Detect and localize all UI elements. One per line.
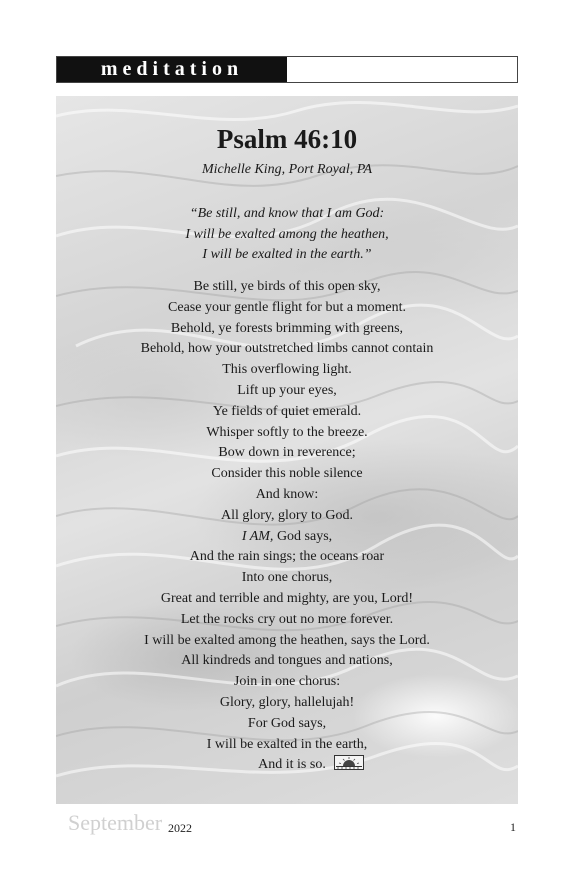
poem-line: Into one chorus, [241,570,333,586]
poem-line: Behold, how your outstretched limbs cannot contain [140,341,434,357]
iam-italic: I AM, [241,528,274,544]
poem-line: I will be exalted in the earth, [206,736,368,752]
poem-line: Ye fields of quiet emerald. [212,403,362,419]
poem-line: Glory, glory, hallelujah! [219,694,355,710]
poem-line: Join in one chorus: [233,674,341,690]
section-header [56,56,518,83]
sunrise-icon [334,755,364,770]
page-number: 1 [510,820,516,834]
poem-line: Lift up your eyes, [237,382,337,398]
poem-line-iam [56,527,518,548]
poem-title: Psalm 46:10 [216,124,358,154]
epigraph-line: I will be exalted in the earth.” [202,247,372,262]
section-label: meditation [57,57,287,82]
poem-line: Cease your gentle flight for but a moment. [168,299,406,315]
poem-line: Let the rocks cry out no more forever. [180,611,394,627]
poem-line: All kindreds and tongues and nations, [181,653,393,669]
poem-epigraph [56,204,518,266]
footer-month: September [68,810,163,835]
epigraph-line: I will be exalted among the heathen, [185,226,389,242]
poem-line: This overflowing light. [222,362,352,378]
poem-line: For God says, [247,715,327,731]
poem-panel [56,96,518,804]
poem-last-line [80,755,518,776]
iam-rest: God says, [273,528,333,544]
footer-year: 2022 [168,821,192,835]
poem-line: All glory, glory to God. [220,507,354,523]
poem-line: Great and terrible and mighty, are you, Lord! [160,590,414,606]
last-line-text: And it is so. [258,757,326,773]
poem-line: Bow down in reverence; [218,445,356,461]
epigraph-line: “Be still, and know that I am God: [189,206,385,221]
poem-line: Behold, ye forests brimming with greens, [170,320,404,336]
poem-line: I will be exalted among the heathen, says the Lord. [144,632,430,648]
poem-line: Whisper softly to the breeze. [206,424,368,440]
poem-line: Consider this noble silence [211,466,363,482]
poem-line: Be still, ye birds of this open sky, [193,279,381,294]
poem-line: And the rain sings; the oceans roar [189,549,385,565]
poem-byline: Michelle King, Port Royal, PA [201,162,373,177]
poem-line: And know: [255,486,319,502]
poem-body [56,277,518,776]
header-blank [287,57,517,82]
